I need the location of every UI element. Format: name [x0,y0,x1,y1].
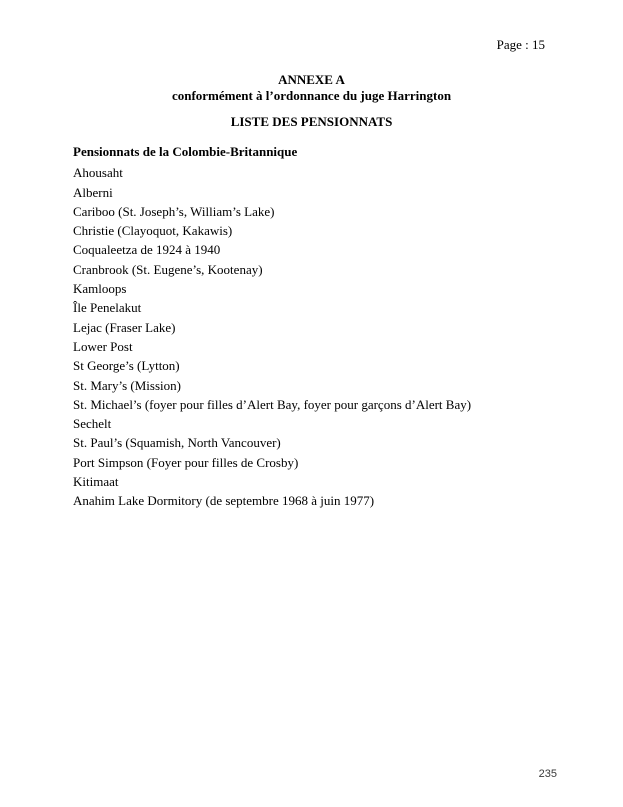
pensionnats-list [73,163,583,510]
list-item: Sechelt [73,416,112,432]
list-item: Ahousaht [73,165,123,181]
list-item: St. Mary’s (Mission) [73,377,181,393]
annexe-subtitle: conformément à l’ordonnance du juge Harrington [171,87,452,103]
list-title: LISTE DES PENSIONNATS [230,114,393,129]
list-item: Port Simpson (Foyer pour filles de Crosby) [73,454,299,470]
list-item: Lejac (Fraser Lake) [73,319,176,335]
list-item: Alberni [73,184,113,200]
list-item: Cranbrook (St. Eugene’s, Kootenay) [73,261,263,277]
section-heading: Pensionnats de la Colombie-Britannique [73,144,298,159]
page-footer-number: 235 [538,768,557,780]
title-block [0,72,623,103]
list-item: Christie (Clayoquot, Kakawis) [73,223,233,239]
list-item: St. Michael’s (foyer pour filles d’Alert Bay, foyer pour garçons d’Alert Bay) [73,396,472,412]
list-item: Île Penelakut [73,300,142,316]
list-item: St George’s (Lytton) [73,358,180,374]
list-item: Coqualeetza de 1924 à 1940 [73,242,221,258]
pensionnats-section [73,142,583,511]
list-item: St. Paul’s (Squamish, North Vancouver) [73,435,281,451]
list-item: Kamloops [73,281,127,297]
page-header-label: Page : 15 [496,37,545,52]
list-item: Cariboo (St. Joseph’s, William’s Lake) [73,203,275,219]
list-item: Kitimaat [73,474,119,490]
list-item: Anahim Lake Dormitory (de septembre 1968 à juin 1977) [73,493,375,509]
list-item: Lower Post [73,338,133,354]
annexe-title: ANNEXE A [278,72,345,87]
